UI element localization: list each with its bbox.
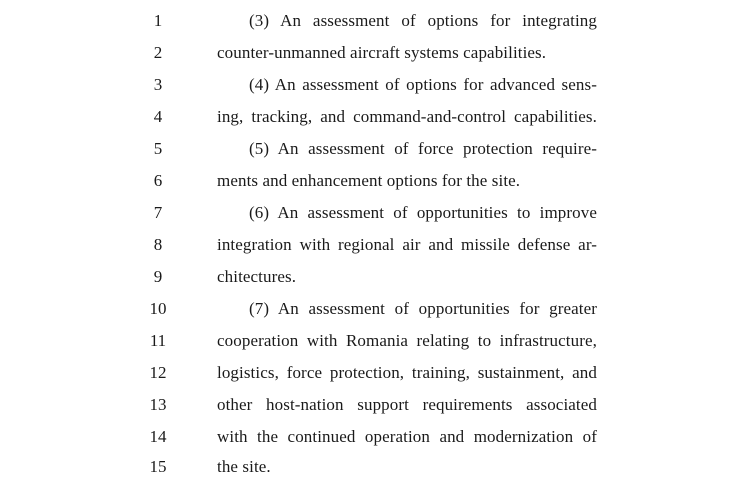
- line-text: counter-unmanned aircraft systems capabilities.: [217, 43, 547, 62]
- text-line: [0, 235, 750, 267]
- line-text: (3) An assessment of options for integrating: [249, 11, 597, 30]
- line-text: other host-nation support requirements associated: [217, 395, 597, 414]
- line-number: 11: [149, 331, 167, 350]
- text-line: [0, 299, 750, 331]
- text-line: [0, 203, 750, 235]
- line-text: with the continued operation and modernization of: [217, 427, 597, 446]
- line-number: 12: [149, 363, 167, 382]
- text-line: [0, 363, 750, 395]
- line-number: 5: [153, 139, 163, 158]
- line-number: 6: [153, 171, 163, 190]
- line-text: ments and enhancement options for the site.: [217, 171, 521, 190]
- text-line: [0, 75, 750, 107]
- text-line: [0, 267, 750, 299]
- text-line: [0, 457, 750, 489]
- text-line: [0, 107, 750, 139]
- line-text: logistics, force protection, training, sustainment, and: [217, 363, 597, 382]
- line-number: 4: [153, 107, 163, 126]
- line-number: 1: [153, 11, 163, 30]
- line-text: the site.: [217, 457, 271, 476]
- line-number: 9: [153, 267, 163, 286]
- line-number: 13: [149, 395, 167, 414]
- text-line: [0, 171, 750, 203]
- line-number: 7: [153, 203, 163, 222]
- text-line: [0, 139, 750, 171]
- line-text: chitectures.: [217, 267, 297, 286]
- text-line: [0, 427, 750, 459]
- line-text: (5) An assessment of force protection require-: [249, 139, 597, 158]
- line-number: 10: [149, 299, 167, 318]
- line-text: integration with regional air and missile defense ar-: [217, 235, 597, 254]
- line-number: 8: [153, 235, 163, 254]
- text-line: [0, 395, 750, 427]
- line-text: (7) An assessment of opportunities for greater: [249, 299, 597, 318]
- line-text: (6) An assessment of opportunities to improve: [249, 203, 597, 222]
- line-number: 15: [149, 457, 167, 476]
- line-text: cooperation with Romania relating to infrastructure,: [217, 331, 597, 350]
- line-text: ing, tracking, and command-and-control capabilities.: [217, 107, 597, 126]
- line-text: (4) An assessment of options for advanced sens-: [249, 75, 597, 94]
- line-number: 14: [149, 427, 167, 446]
- line-number: 2: [153, 43, 163, 62]
- text-line: [0, 331, 750, 363]
- text-line: [0, 43, 750, 75]
- text-line: [0, 11, 750, 43]
- line-number: 3: [153, 75, 163, 94]
